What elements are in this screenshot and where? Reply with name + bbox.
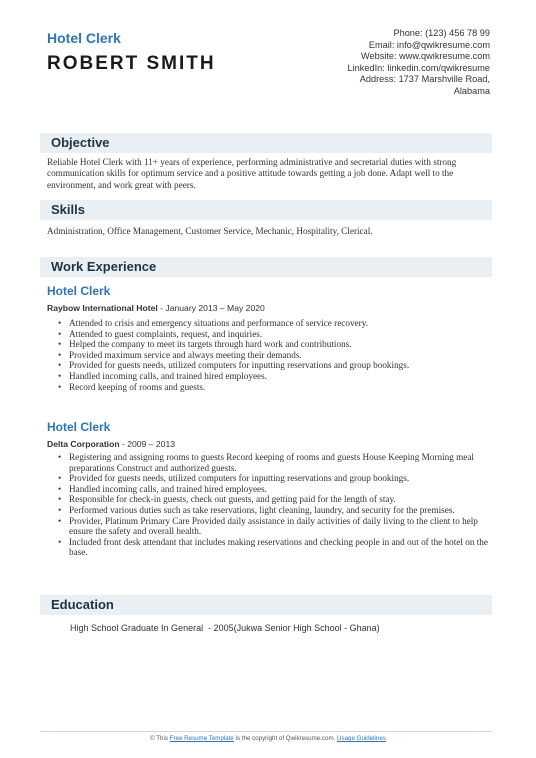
list-item: • Performed various duties such as take reservations, light cleaning, laundry, and security for the premises. — [58, 504, 455, 515]
bullet-icon: • — [58, 504, 62, 515]
list-item: • Handled incoming calls, and trained hired employees. — [58, 483, 267, 494]
contact-linkedin: LinkedIn: linkedin.com/qwikresume — [347, 62, 490, 73]
bullet-icon: • — [58, 381, 62, 392]
footer-prefix: © This — [150, 735, 170, 742]
company-line-2 — [47, 439, 175, 449]
footer-copyright-text: is the copyright of Qwikresume.com. — [233, 735, 338, 742]
list-item: • Included front desk attendant that includes making reservations and checking people in and out of the hotel on the base. — [58, 536, 488, 558]
contact-website: Website: www.qwikresume.com — [360, 51, 490, 62]
objective-text: Reliable Hotel Clerk with 11+ years of experience, performing administrative and secretarial duties with strong communication skills for optimum service and a positive attitude towards getting a job done. Adapt well to the environment, and work great with peers. — [47, 157, 457, 190]
list-item: • Attended to guest complaints, request, and inquiries. — [58, 328, 263, 339]
resume-header — [47, 30, 216, 75]
education-section-header — [40, 595, 492, 615]
contact-address-state: Alabama — [453, 85, 490, 96]
bullet-icon: • — [58, 473, 62, 484]
bullet-icon: • — [58, 452, 62, 462]
skills-section-header — [40, 200, 492, 220]
contact-email: Email: info@qwikresume.com — [368, 39, 490, 50]
job-dates: - 2009 – 2013 — [119, 439, 176, 449]
section-title-objective: Objective — [51, 135, 110, 150]
bullet-icon: • — [58, 494, 62, 505]
section-title-skills: Skills — [51, 202, 85, 217]
list-item: • Provider, Platinum Primary Care Provided daily assistance in daily activities of daily living to the client to help ensure the safety and overall health. — [58, 515, 478, 537]
job-title-2: Hotel Clerk — [47, 420, 111, 434]
list-item: • Handled incoming calls, and trained hired employees. — [58, 370, 267, 381]
bullet-icon: • — [58, 318, 62, 328]
objective-section-header — [40, 133, 492, 153]
company-name: Raybow International Hotel — [47, 303, 158, 313]
company-name: Delta Corporation — [47, 439, 120, 449]
skills-text: Administration, Office Management, Customer Service, Mechanic, Hospitality, Clerical. — [47, 226, 373, 236]
contact-info — [250, 28, 490, 98]
section-title-education: Education — [51, 597, 114, 612]
contact-phone: Phone: (123) 456 78 99 — [393, 28, 490, 38]
job-1-duties — [58, 318, 490, 392]
list-item: • Provided for guests needs, utilized computers for inputting reservations and group bookings. — [58, 360, 410, 371]
list-item: • Registering and assigning rooms to guests Record keeping of rooms and guests House Keeping Morning meal preparations Construct and authorized guests. — [58, 452, 474, 473]
bullet-icon: • — [58, 328, 62, 339]
footer — [0, 735, 536, 742]
work-experience-section-header — [40, 257, 492, 277]
list-item: • Responsible for check-in guests, check out guests, and getting paid for the length of stay. — [58, 494, 396, 505]
list-item: • Helped the company to meet its targets through hard work and contributions. — [58, 339, 352, 350]
job-dates: - January 2013 – May 2020 — [157, 303, 265, 313]
usage-guidelines-link[interactable]: Usage Guidelines — [337, 735, 386, 742]
bullet-icon: • — [58, 349, 62, 360]
person-name: ROBERT SMITH — [47, 53, 216, 74]
bullet-icon: • — [58, 536, 62, 547]
free-resume-template-link[interactable]: Free Resume Template — [169, 735, 234, 742]
bullet-icon: • — [58, 483, 62, 494]
job-title-1: Hotel Clerk — [47, 284, 111, 298]
contact-address: Address: 1737 Marshville Road, — [359, 74, 490, 85]
job-2-duties — [58, 452, 490, 558]
list-item: • Provided maximum service and always meeting their demands. — [58, 349, 302, 360]
job-title: Hotel Clerk — [47, 30, 121, 46]
list-item: • Provided for guests needs, utilized computers for inputting reservations and group bookings. — [58, 473, 410, 484]
bullet-icon: • — [58, 339, 62, 350]
footer-divider — [40, 731, 492, 732]
bullet-icon: • — [58, 370, 62, 381]
list-item: • Record keeping of rooms and guests. — [58, 381, 206, 392]
section-title-work-experience: Work Experience — [51, 259, 157, 274]
education-entry: High School Graduate In General - 2005(Jukwa Senior High School - Ghana) — [70, 623, 380, 633]
bullet-icon: • — [58, 360, 62, 371]
list-item: • Attended to crisis and emergency situations and performance of service recovery. — [58, 318, 368, 328]
bullet-icon: • — [58, 515, 62, 526]
company-line-1 — [47, 303, 265, 313]
